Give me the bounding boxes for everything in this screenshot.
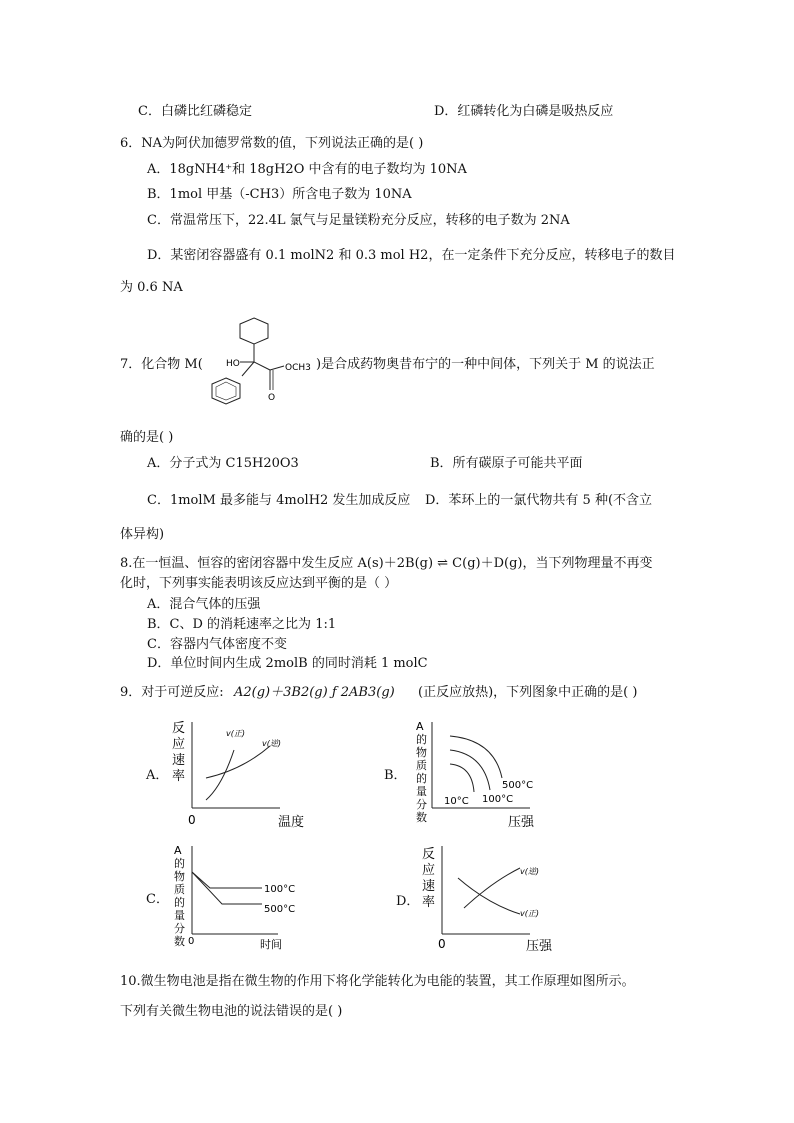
- graph-a-origin: 0: [188, 813, 196, 827]
- graph-b-ylabel-1: A: [416, 720, 424, 733]
- q7-stem-post: )是合成药物奥昔布宁的一种中间体，下列关于 M 的说法正: [316, 357, 655, 372]
- graph-b-curve-500: [450, 736, 502, 778]
- graph-c-ylabel-8: 数: [174, 935, 185, 948]
- graph-c-ylabel-6: 量: [174, 909, 185, 922]
- graph-d-origin: 0: [438, 937, 446, 951]
- graph-b-letter: B．: [384, 768, 407, 783]
- graph-c-xlabel: 时间: [260, 938, 282, 951]
- graph-b-ylabel-3: 物: [416, 746, 427, 759]
- q9-equation: A2(g)＋3B2(g) ƒ 2AB3(g): [234, 685, 395, 700]
- graph-b-ylabel-2: 的: [416, 733, 427, 746]
- graph-c-ylabel-2: 的: [174, 857, 185, 870]
- graph-b-xlabel: 压强: [508, 815, 535, 830]
- graph-b-ylabel-5: 的: [416, 772, 427, 785]
- q7-option-a: A．分子式为 C15H20O3: [147, 456, 299, 471]
- graph-b-ylabel-7: 分: [416, 798, 427, 811]
- struct-och3-label: OCH3: [285, 363, 311, 373]
- q8-option-b: B．C、D 的消耗速率之比为 1:1: [147, 617, 337, 632]
- graph-a-curve-forward: [206, 750, 234, 800]
- q7-stem-pre: 7．化合物 M(: [120, 357, 203, 372]
- graph-a-ylabel-3: 速: [172, 753, 186, 768]
- graph-a-xlabel: 温度: [278, 815, 305, 830]
- q6-option-c: C．常温常压下，22.4L 氯气与足量镁粉充分反应，转移的电子数为 2NA: [147, 213, 570, 228]
- q5-option-c: C．白磷比红磷稳定: [138, 104, 252, 119]
- graph-a-ylabel-2: 应: [172, 737, 186, 752]
- graph-a-curve-reverse: [206, 746, 270, 778]
- q9-stem-pre: 9．对于可逆反应:: [120, 685, 224, 700]
- graph-d-xlabel: 压强: [526, 939, 553, 954]
- q5-option-d: D．红磷转化为白磷是吸热反应: [434, 104, 614, 119]
- q10-stem-line1: 10.微生物电池是指在微生物的作用下将化学能转化为电能的装置，其工作原理如图所示。: [120, 974, 635, 989]
- graph-b: [410, 718, 560, 830]
- graph-b-curve-100: [450, 750, 490, 790]
- q7-structure-diagram: [196, 310, 321, 410]
- q6-option-d-line1: D．某密闭容器盛有 0.1 molN2 和 0.3 mol H2，在一定条件下充分反应，转移电子的数目: [147, 248, 676, 263]
- graph-d-ylabel-1: 反: [422, 847, 436, 862]
- graph-c-curve1-label: 100°C: [264, 884, 296, 895]
- struct-o-label: O: [268, 393, 276, 403]
- graph-d-curve-forward: [458, 878, 520, 914]
- q8-option-d: D．单位时间内生成 2molB 的同时消耗 1 molC: [147, 656, 428, 671]
- graph-a-letter: A．: [146, 768, 169, 783]
- q7-option-b: B．所有碳原子可能共平面: [430, 456, 583, 471]
- graph-d-ylabel-3: 速: [422, 879, 436, 894]
- q8-option-a: A．混合气体的压强: [147, 597, 261, 612]
- graph-c-ylabel-1: A: [174, 844, 182, 857]
- q6-option-a: A．18gNH4⁺和 18gH2O 中含有的电子数均为 10NA: [147, 162, 467, 177]
- graph-b-ylabel-6: 量: [416, 785, 427, 798]
- graph-c-curve2-label: 500°C: [264, 904, 296, 915]
- q9-stem-post: (正反应放热)，下列图象中正确的是( ): [418, 685, 638, 700]
- graph-a-curve1-label: v(正): [226, 729, 245, 738]
- graph-d-curve2-label: v(正): [520, 909, 539, 918]
- graph-b-ylabel-4: 质: [416, 759, 427, 772]
- struct-ho-label: HO: [226, 359, 240, 369]
- graph-b-curve-label-10: 10°C: [444, 796, 469, 807]
- q10-stem-line2: 下列有关微生物电池的说法错误的是( ): [120, 1004, 343, 1019]
- graph-a: [170, 718, 320, 830]
- graph-a-ylabel-4: 率: [172, 769, 186, 784]
- q6-option-d-line2: 为 0.6 NA: [120, 280, 183, 295]
- graph-c-ylabel-7: 分: [174, 922, 185, 935]
- graph-d: [420, 842, 570, 954]
- graph-a-ylabel-1: 反: [172, 721, 186, 736]
- graph-a-curve2-label: v(逆): [262, 739, 281, 748]
- graph-b-ylabel-8: 数: [416, 811, 427, 824]
- graph-b-curve-label-100: 100°C: [482, 794, 514, 805]
- graph-d-curve1-label: v(逆): [520, 867, 539, 876]
- cyclohexane-ring: [240, 318, 268, 344]
- graph-b-curve-label-500: 500°C: [502, 780, 534, 791]
- q8-stem-line2: 化时，下列事实能表明该反应达到平衡的是（ ）: [120, 576, 398, 591]
- q6-stem: 6．NA为阿伏加德罗常数的值，下列说法正确的是( ): [120, 136, 424, 151]
- q7-option-d-line1: D．苯环上的一氯代物共有 5 种(不含立: [425, 493, 653, 508]
- graph-c-ylabel-4: 质: [174, 883, 185, 896]
- graph-c-letter: C．: [146, 892, 169, 907]
- q8-stem-line1: 8.在一恒温、恒容的密闭容器中发生反应 A(s)＋2B(g) ⇌ C(g)＋D(g)，当下列物理量不再变: [120, 556, 653, 571]
- graph-d-ylabel-4: 率: [422, 895, 436, 910]
- q8-option-c: C．容器内气体密度不变: [147, 637, 287, 652]
- q7-stem-line2: 确的是( ): [120, 430, 174, 445]
- graph-c-ylabel-3: 物: [174, 870, 185, 883]
- graph-c-origin: 0: [188, 936, 195, 947]
- graph-c-ylabel-5: 的: [174, 896, 185, 909]
- q6-option-b: B．1mol 甲基（-CH3）所含电子数为 10NA: [147, 187, 412, 202]
- graph-c: [170, 842, 320, 954]
- graph-d-letter: D．: [396, 894, 420, 909]
- q7-option-c: C．1molM 最多能与 4molH2 发生加成反应: [147, 493, 411, 508]
- graph-b-curve-10: [450, 764, 474, 792]
- q7-option-d-line2: 体异构): [120, 527, 165, 542]
- graph-c-curve-100: [192, 872, 262, 888]
- graph-d-ylabel-2: 应: [422, 863, 436, 878]
